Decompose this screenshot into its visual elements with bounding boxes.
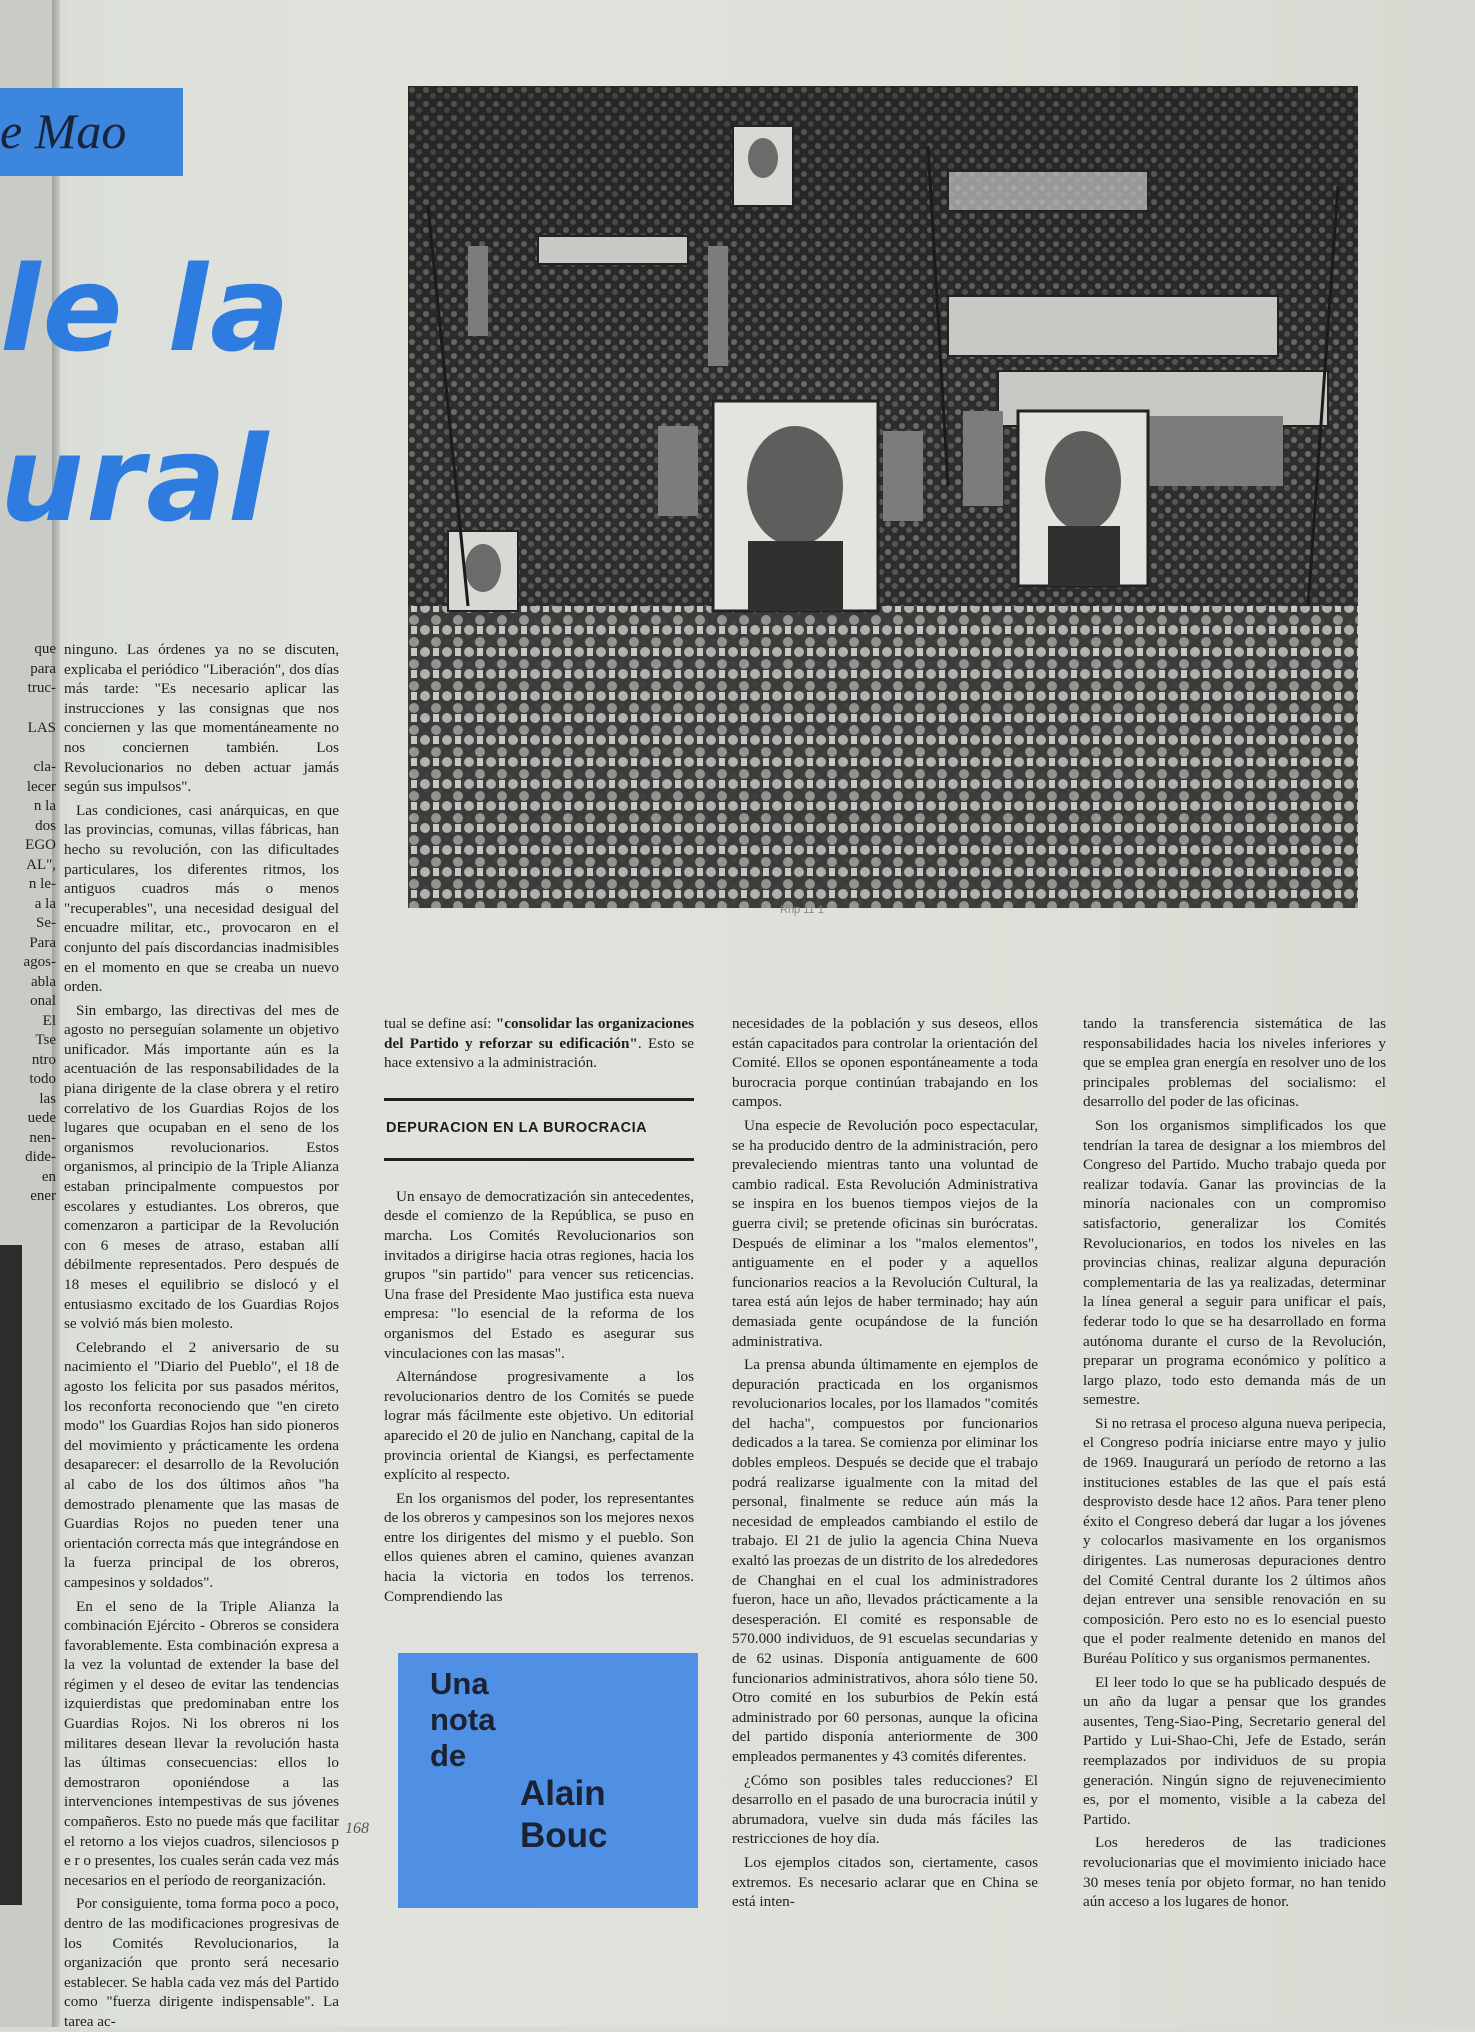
headline-line-2: ural [0, 410, 271, 548]
text-fragment [0, 699, 56, 719]
crowd-photo [408, 86, 1358, 908]
paragraph: Sin embargo, las directivas del mes de agosto no perseguían solamente un objetivo unificador. Más importante aún es la acentuación de las responsabilidades de la piana dirigente de la clase obrera y el retiro correlativo de los Guardias Rojos de los lugares que ocupaban en el seno de los organismos revolucionarios. Estos organismos, al principio de la Triple Alianza estaban principalmente compuestos por escolares y estudiantes. Los obreros, que comenzaron a participar de la Revolución con 6 meses de atraso, estaban allí débilmente representados. Pero después de 18 meses el equilibrio se dislocó y el entusiasmo excitado de los Guardias Rojos se volvió más bien molesto. [64, 1001, 339, 1333]
paragraph: Son los organismos simplificados los que tendrían la tarea de designar a los miembros del Congreso del Partido. Mucho trabajo queda por realizar todavía. Ganar las provincias de la minoría nacionales con un compromiso satisfactorio, generalizar los Comités Revolucionarios, en todos los niveles en las provincias chinas, realizar alguna depuración complementaria de las ya realizadas, determinar la línea general a seguir para unificar el país, federar todo lo que se ha desarrollado en forma autónoma durante el curso de la Revolución, preparar un programa económico y político a largo plazo, todo esto demanda más de un semestre. [1083, 1116, 1386, 1409]
text-fragment: para [30, 660, 56, 677]
paragraph: Un ensayo de democratización sin antecedentes, desde el comienzo de la República, se puso en marcha. Los Comités Revolucionarios son invitados a dirigirse hacia otras regiones, hacia los grupos "sin partido" para vencer sus reticencias. Una frase del Presidente Mao justifica esta nueva empresa: "lo esencial de la reforma de los organismos del Estado es asegurar sus vinculaciones con las masas". [384, 1187, 694, 1362]
paragraph: Si no retrasa el proceso alguna nueva peripecia, el Congreso podría iniciarse entre mayo y julio de 1969. Inaugurará un período de retorno a las instituciones estables de las que el país está desprovisto desde hace 12 años. Para tener pleno éxito el Congreso deberá dar lugar a los jóvenes y colocarlos masivamente en los organismos dirigentes. Las numerosas depuraciones dentro del Comité Central durante los 2 últimos años dejan entrever una sensible renovación en su composición. Pero esto no es lo esencial puesto que el poder realmente detenido en manos del Buréau Político y sus organismos permanentes. [1083, 1414, 1386, 1667]
page-number: 168 [345, 1820, 369, 1837]
headline-box-text: e Mao [0, 103, 127, 159]
article-column-2 [384, 1014, 694, 1605]
paragraph: ninguno. Las órdenes ya no se discuten, explicaba el periódico "Liberación", dos días más tarde: "Es necesario aplicar las instrucciones y las consignas que nos conciernen y las que momentáneamente no nos conciernen también. Los Revolucionarios no deben actuar jamás según sus impulsos". [64, 641, 339, 796]
text-fragment: a la [34, 895, 56, 912]
paragraph: tando la transferencia sistemática de las responsabilidades hacia los niveles inferiores y que se emplea gran energía en resolver uno de los principales problemas del socialismo: el desarrollo del poder de las oficinas. [1083, 1015, 1386, 1111]
text-fragment: todo [29, 1071, 56, 1087]
text-fragment: abla [31, 973, 56, 990]
paragraph: Celebrando el 2 aniversario de su nacimiento el "Diario del Pueblo", el 18 de agosto los felicita por sus pasados méritos, los reconforta reconociendo que "en cireto modo" los Guardias Rojos han sido pioneros del movimiento y prácticamente les ordena desaparecer: el desarrollo de la Revolución al cabo de los dos últimos años "ha demostrado plenamente que las masas de Guardias Rojos no pueden tener una orientación correcta más que integrándose en la fuerza principal de los obreros, campesinos y soldados". [64, 1338, 339, 1591]
text-fragment: lecer [26, 778, 56, 795]
text-fragment [0, 738, 56, 758]
left-page-text-fragments [0, 640, 56, 1207]
article-column-4 [1083, 1014, 1386, 1911]
headline-line-1: le la [0, 240, 292, 378]
author-note-line-1: Una [430, 1666, 489, 1701]
text-fragment: nen- [29, 1129, 56, 1146]
text-fragment: truc- [27, 680, 56, 696]
text-fragment: que [34, 641, 56, 657]
paragraph: Las condiciones, casi anárquicas, en que las provincias, comunas, villas fábricas, han hecho su revolución, con las dificultades particulares, los diferentes ritmos, los antiguos cuadros más o menos "recuperables", una necesidad desigual del encuadre militar, etc., provocaron en el conjunto del país discordancias inadmisibles en el momento en que se creaba un nuevo orden. [64, 801, 339, 996]
text-fragment: las [39, 1090, 56, 1107]
paragraph: La prensa abunda últimamente en ejemplos de depuración practicada en los organismos revolucionarios locales, por los llamados "comités del hacha", compuestos por funcionarios dedicados a la tarea. Se comienza por eliminar los dobles empleos. Después se decide que el trabajo podrá realizarse igualmente con la mitad del personal, finalmente se reduce aún más la necesidad de empleados cambiando el estilo de trabajo. El 21 de julio la agencia China Nueva exaltó las proezas de un distrito de los alrededores de Changhai en el cual los administradores fueron, hace un año, llevados prácticamente a la desesperación. El comité es responsable de 570.000 individuos, de 91 escuelas secundarias y de 62 usinas. Disponía antiguamente de 600 funcionarios administrativos, ahora sólo tiene 50. Otro comité en los suburbios de Pekín está administrado por 60 personas, aunque la oficina del partido disponía anteriormente de 300 empleados permanentes y 43 comités diferentes. [732, 1356, 1038, 1765]
column-2-paragraphs [384, 1187, 694, 1606]
left-page-dark-image-fragment [0, 1245, 22, 1905]
paragraph: En el seno de la Triple Alianza la combinación Ejército - Obreros se considera favorablemente. Esta combinación expresa a la vez la voluntad de extender la base del régimen y el deseo de evitar las tendencias izquierdistas que predominaban entre los Guardias Rojos. Ni los obreros ni los militares desean llevar la revolución hasta las últimas consecuencias: ellos lo demostraron oponiéndose a las intervenciones intempestivas de sus jóvenes compañeros. Esto no puede más que facilitar el retorno a los viejos cuadros, silenciosos p e r o presentes, los cuales serán cada vez más necesarios en el período de reorganización. [64, 1597, 339, 1889]
paragraph: Alternándose progresivamente a los revolucionarios dentro de los Comités se puede lograr más fácilmente este objetivo. Un editorial aparecido el 20 de julio en Nanchang, capital de la provincia oriental de Kiangsi, es perfectamente explícito al respecto. [384, 1368, 694, 1484]
paragraph: Los herederos de las tradiciones revolucionarias que el movimiento iniciado hace 30 meses tenía por objeto formar, no han tenido aún acceso a los lugares de honor. [1083, 1834, 1386, 1911]
text-fragment: AL", [26, 856, 56, 873]
paragraph: Una especie de Revolución poco espectacular, se ha producido dentro de la administración, pero prevaleciendo mientras tanto una voluntad de cambio radical. Esta Revolución Administrativa se inspira en los buenos tiempos viejos de la guerra civil; se pretende oficinas sin burócratas. Después de eliminar a los "malos elementos", antiguamente en el poder y a aquellos funcionarios reacios a la Revolución Cultural, la tarea está aún lejos de haber terminado; hay aún demasiada gente ocupándose de la función administrativa. [732, 1116, 1038, 1350]
author-note-line-3: de [430, 1738, 467, 1773]
paragraph: necesidades de la población y sus deseos, ellos están capacitados para controlar la orientación del Comité. Ellos se oponen espontáneamente a toda burocracia porque continúan trabajando en los campos. [732, 1015, 1038, 1111]
paragraph: En los organismos del poder, los representantes de los obreros y campesinos son los mejores nexos entre los dirigentes del mismo y el pueblo. Son ellos quienes abren el camino, quienes avanzan hacia la victoria en todos los terrenos. Comprendiendo las [384, 1489, 694, 1605]
text-fragment: onal [30, 993, 56, 1009]
text-fragment: EGO [25, 837, 56, 853]
paragraph: Por consiguiente, toma forma poco a poco, dentro de las modificaciones progresivas de los Comités Revolucionarios, la organización que pronto será necesario establecer. Se habla cada vez más del Partido como "fuerza dirigente indispensable". La tarea ac- [64, 1895, 339, 2030]
text-fragment: cla- [33, 759, 56, 775]
section-title: DEPURACION EN LA BUROCRACIA [386, 1120, 648, 1136]
text-fragment: El [42, 1012, 56, 1029]
text-fragment: dos [35, 817, 56, 834]
paragraph: ¿Cómo son posibles tales reducciones? El desarrollo en el pasado de una burocracia inútil y abrumadora, vuelve sin duda más fáciles las restricciones de hoy día. [732, 1771, 1038, 1848]
section-rule-bottom [384, 1158, 694, 1161]
article-column-1 [64, 640, 339, 2030]
text-fragment: Para [29, 934, 56, 951]
text-fragment: Se- [36, 915, 56, 931]
text-fragment: uede [27, 1110, 56, 1126]
article-column-3 [732, 1014, 1038, 1911]
text-fragment: ntro [31, 1051, 56, 1068]
paragraph: El leer todo lo que se ha publicado después de un año da lugar a pensar que los grandes ausentes, Teng-Siao-Ping, Secretario general del Partido y Lui-Shao-Chi, Jefe de Estado, serán reemplazados por individuos de su propia generación. Ningún signo de rejuvenecimiento es, por el momento, visible a la cabeza del Partido. [1083, 1673, 1386, 1828]
paragraph: Los ejemplos citados son, ciertamente, casos extremos. Es necesario aclarar que en China se está inten- [732, 1853, 1038, 1911]
column-2-lead [384, 1014, 694, 1073]
text-fragment: Tse [35, 1032, 56, 1048]
text-fragment: agos- [23, 954, 56, 970]
lead-plain-text: tual se define así: [384, 1015, 496, 1032]
photo-caption-mark: Rhp 11 1 [780, 904, 824, 916]
author-last-name: Bouc [520, 1816, 608, 1855]
crowd-photo-graphic [408, 86, 1358, 908]
lead-end-text: . Esto se hace extensivo a la administración. [384, 1034, 694, 1072]
text-fragment: dide- [25, 1149, 56, 1165]
section-rule-top [384, 1098, 694, 1101]
text-fragment: n la [33, 798, 56, 814]
author-note-line-2: nota [430, 1702, 496, 1737]
text-fragment: LAS [27, 719, 56, 736]
lead-bold-quote: "consolidar las organizaciones del Partido y reforzar su edificación" [384, 1015, 694, 1052]
text-fragment: en [41, 1168, 56, 1185]
author-first-name: Alain [520, 1774, 606, 1813]
text-fragment: n le- [28, 876, 56, 892]
text-fragment: ener [30, 1188, 56, 1204]
